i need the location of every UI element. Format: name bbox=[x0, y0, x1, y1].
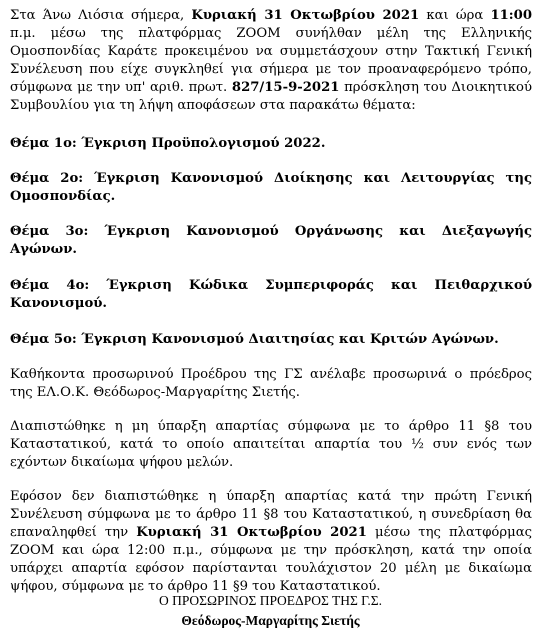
intro-text-3: π.μ. μέσω της πλατφόρμας ZOOM συνήλθαν μέλη της Ελληνικής Ομοσπονδίας Καράτε προκειμένου να συμμετάσχουν στην Τακτική Γενική Συνέλευση που είχε συγκληθεί για σήμερα με τον προαναφερόμενο τρόπο, σύμφωνα με την υπ' αριθ. πρωτ. bbox=[10, 26, 532, 95]
topic-4: Θέμα 4ο: Έγκριση Κώδικα Συμπεριφοράς και Πειθαρχικού Κανονισμού. bbox=[10, 278, 532, 311]
repeat-meeting-paragraph bbox=[10, 488, 532, 596]
signature-role: Ο ΠΡΟΣΩΡΙΝΟΣ ΠΡΟΕΔΡΟΣ ΤΗΣ Γ.Σ. bbox=[159, 593, 382, 608]
intro-text-4: πρόσκληση του Διοικητικού Συμβουλίου για τη λήψη αποφάσεων στα παρακάτω θέματα: bbox=[10, 80, 532, 113]
intro-text-1: Στα Άνω Λιόσια σήμερα, bbox=[10, 8, 192, 23]
intro-date: Κυριακή 31 Οκτωβρίου 2021 bbox=[191, 8, 420, 23]
intro-time: 11:00 bbox=[490, 8, 533, 23]
signature-name: Θεόδωρος-Μαργαρίτης Σιετής bbox=[181, 613, 360, 628]
topic-2: Θέμα 2ο: Έγκριση Κανονισμού Διοίκησης και Λειτουργίας της Ομοσπονδίας. bbox=[10, 171, 532, 204]
document-body bbox=[10, 0, 532, 596]
repeat-text-1: Εφόσον δεν διαπιστώθηκε η ύπαρξη απαρτίας κατά την πρώτη Γενική Συνέλευση σύμφωνα με το άρθρο 11 §8 του Καταστατικού, η συνεδρίαση θα επαναληφθεί την bbox=[10, 489, 532, 540]
topic-5: Θέμα 5ο: Έγκριση Κανονισμού Διαιτησίας και Κριτών Αγώνων. bbox=[10, 332, 499, 347]
repeat-date: Κυριακή 31 Οκτωβρίου 2021 bbox=[136, 525, 367, 540]
chair-paragraph: Καθήκοντα προσωρινού Προέδρου της ΓΣ ανέλαβε προσωρινά ο πρόεδρος της ΕΛ.Ο.Κ. Θεόδωρος-Μαργαρίτης Σιετής. bbox=[10, 367, 532, 400]
topic-3: Θέμα 3ο: Έγκριση Κανονισμού Οργάνωσης και Διεξαγωγής Αγώνων. bbox=[10, 224, 532, 257]
intro-protocol-number: 827/15-9-2021 bbox=[231, 80, 340, 95]
quorum-paragraph: Διαπιστώθηκε η μη ύπαρξη απαρτίας σύμφωνα με το άρθρο 11 §8 του Καταστατικού, κατά το οποίο απαιτείται απαρτία του ½ συν ενός των εχόντων δικαίωμα ψήφου μελών. bbox=[10, 419, 532, 470]
topic-1: Θέμα 1ο: Έγκριση Προϋπολογισμού 2022. bbox=[10, 136, 326, 151]
intro-text-2: και ώρα bbox=[419, 8, 491, 23]
intro-paragraph bbox=[10, 7, 532, 115]
repeat-text-2: μέσω της πλατφόρμας ZOOM και ώρα 12:00 π.μ., σύμφωνα με την πρόσκληση, κατά την οποία υπάρχει απαρτία εφόσον παρίστανται τουλάχιστον 20 μέλη με δικαίωμα ψήφου, σύμφωνα με το άρθρο 11 §9 του Καταστατικού. bbox=[10, 525, 532, 594]
